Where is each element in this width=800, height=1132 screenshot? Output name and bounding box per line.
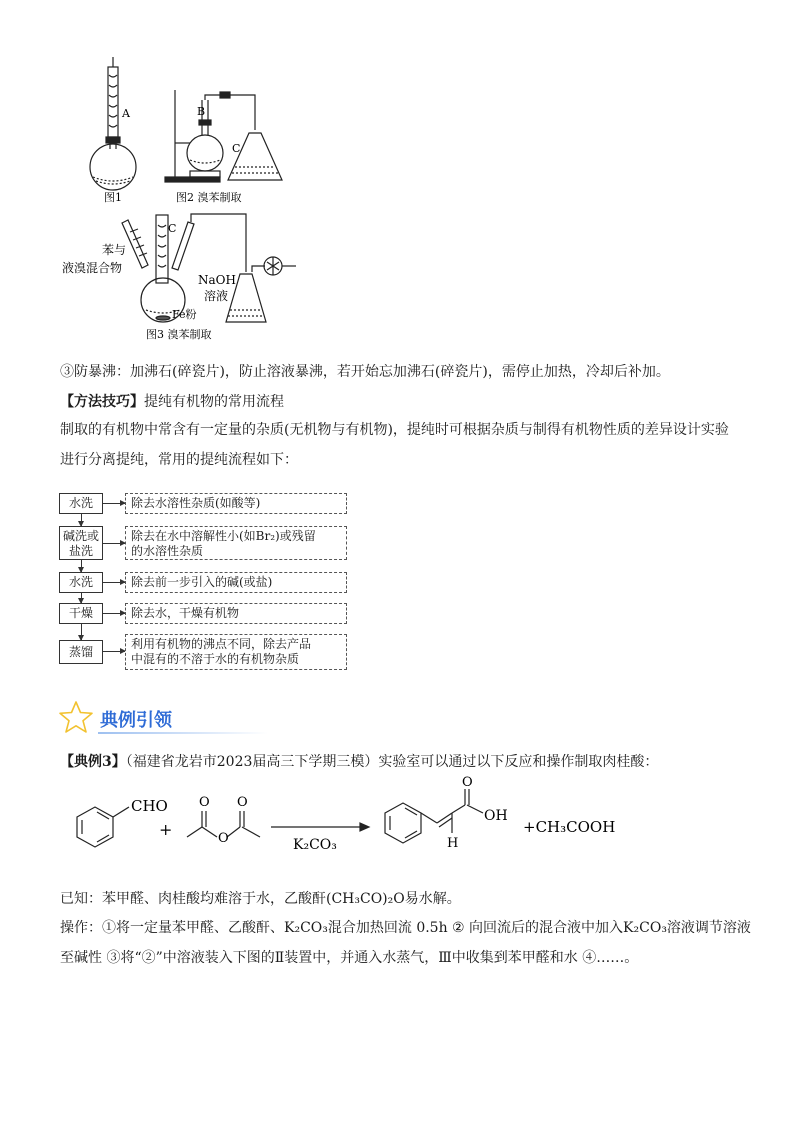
apparatus-figures-1-2 [60,55,300,210]
method-heading [60,392,284,412]
flow-arrow-right [103,543,125,544]
fig3-label-c: C [168,222,177,235]
operation-line2: 至碱性 ③将“②”中溶液装入下图的Ⅱ装置中，并通入水蒸气，Ⅲ中收集到苯甲醛和水 ④……。 [60,950,639,966]
known-info: 已知：苯甲醛、肉桂酸均难溶于水，乙酸酐(CH₃CO)₂O易水解。 [60,891,461,907]
flow-step-alkali-or-salt-wash [59,526,103,560]
apparatus-figure-3 [60,210,310,345]
fig1-caption: 图1 [104,191,122,204]
fig3-naoh-line1: NaOH [198,273,236,287]
flow-desc-text-line2: 的水溶性杂质 [131,544,204,558]
fig2-label-b: B [197,105,206,118]
fig3-naoh-line2: 溶液 [204,289,229,303]
flow-desc-3 [125,572,347,593]
flow-arrow-right [103,503,125,504]
method-text-line2: 进行分离提纯，常用的提纯流程如下： [60,452,298,468]
flow-arrow-down [81,624,82,640]
h-label: H [447,836,459,851]
flow-desc-text-line2: 中混有的不溶于水的有机物杂质 [131,652,300,666]
flow-arrow-right [103,651,125,652]
section-title: 典例引领 [100,710,172,731]
anhydride-o-bridge: O [218,831,229,846]
example-source: （福建省龙岩市2023届高三下学期三模）实验室可以通过以下反应和操作制取肉桂酸： [125,754,659,770]
flow-step-label-line1: 碱洗或 [62,529,99,543]
flow-desc-text: 除去前一步引入的碱(或盐) [131,575,273,589]
operation-line1: 操作：①将一定量苯甲醛、乙酸酐、K₂CO₃混合加热回流 0.5h ② 向回流后的混合液中加入K₂CO₃溶液调节溶液 [60,920,751,936]
method-heading-tag: 【方法技巧】 [60,394,144,410]
flow-arrow-right [103,613,125,614]
fig3-reagent-line1: 苯与 [102,243,127,257]
fig2-caption: 图2 溴苯制取 [176,191,242,204]
example-header [60,752,658,772]
flow-step-label: 水洗 [68,575,93,589]
anti-bumping-note: ③防暴沸：加沸石(碎瓷片)，防止溶液暴沸，若开始忘加沸石(碎瓷片)，需停止加热，冷却后补加。 [60,364,670,380]
fig2-label-c: C [232,142,241,155]
fig3-apparatus [122,214,296,322]
flow-desc-text: 除去水溶性杂质(如酸等) [131,496,261,510]
anhydride-o-left: O [199,795,210,810]
flow-desc-2 [125,526,347,560]
star-icon [58,700,94,734]
anhydride-o-right: O [237,795,248,810]
byproduct-label: +CH₃COOH [523,818,616,836]
section-title-underline [98,732,268,734]
flow-desc-text: 除去水，干燥有机物 [131,606,240,620]
method-title: 提纯有机物的常用流程 [144,394,284,410]
flow-arrow-right [103,582,125,583]
flow-step-label: 蒸馏 [68,645,93,659]
reaction-scheme [55,775,695,870]
fig1-apparatus [90,57,136,190]
catalyst-label: K₂CO₃ [293,837,337,853]
flow-step-drying [59,603,103,624]
flow-desc-1 [125,493,347,514]
flow-arrow-down [81,560,82,572]
flow-step-label-line2: 盐洗 [68,544,93,558]
flow-step-water-wash-1 [59,493,103,514]
cho-label: CHO [131,797,168,815]
flow-step-label: 干燥 [68,606,93,620]
carbonyl-o-label: O [462,775,473,790]
oh-label: OH [484,808,508,824]
flow-step-water-wash-2 [59,572,103,593]
example-tag: 【典例3】 [60,754,126,770]
fig3-reagent-line2: 液溴混合物 [62,261,123,275]
flow-step-label: 水洗 [68,496,93,510]
fig2-apparatus [165,90,282,182]
fig1-label-a: A [122,107,130,120]
flow-desc-text-line1: 除去在水中溶解性小(如Br₂)或残留 [131,529,316,543]
flow-desc-4 [125,603,347,624]
flow-desc-5 [125,634,347,670]
flow-arrow-down [81,593,82,603]
flow-desc-text-line1: 利用有机物的沸点不同，除去产品 [131,637,312,651]
flow-step-distillation [59,640,103,664]
purification-flowchart [55,490,355,675]
section-header [58,700,278,736]
fig3-fe-label: Fe粉 [172,308,197,321]
method-text-line1: 制取的有机物中常含有一定量的杂质(无机物与有机物)，提纯时可根据杂质与制得有机物性质的差异设计实验 [60,422,729,438]
plus-sign: + [159,820,173,839]
fig3-caption: 图3 溴苯制取 [146,328,212,341]
flow-arrow-down [81,514,82,526]
